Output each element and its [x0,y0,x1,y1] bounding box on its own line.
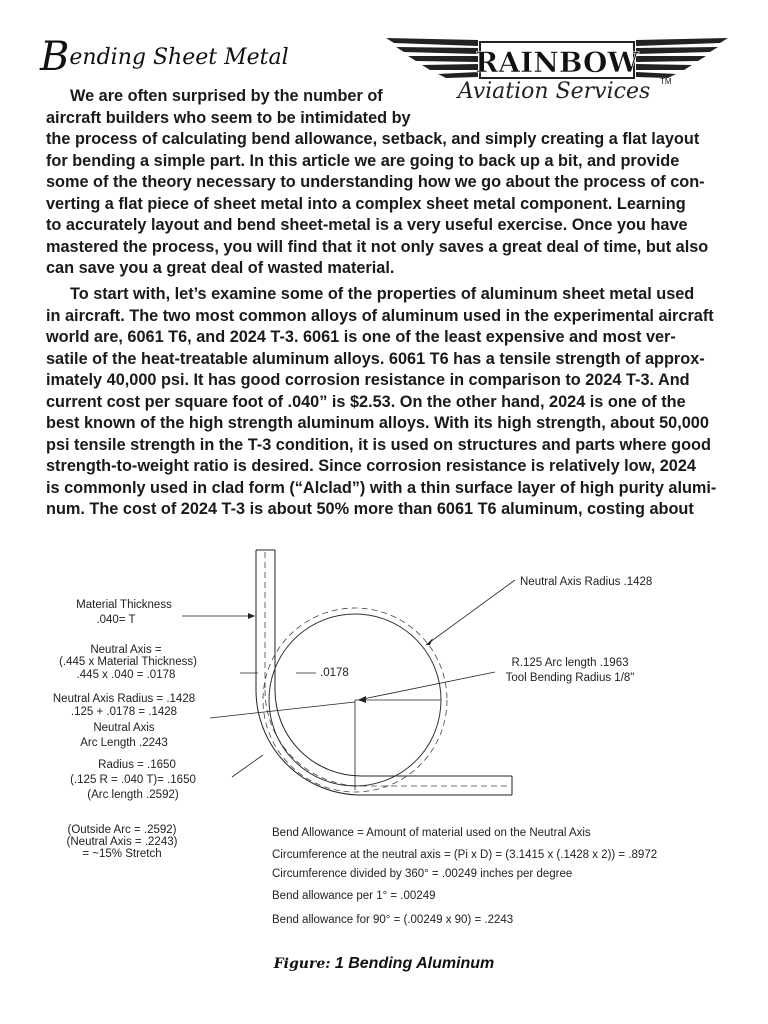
label-neutral-axis-arc: Neutral Axis [93,722,155,734]
label-neutral-axis-radius-formula: .125 + .0178 = .1428 [70,706,178,718]
title-rest: ending Sheet Metal [69,45,289,70]
text-line: for bending a simple part. In this article we are going to back up a bit, and provide [46,151,680,170]
text-line: to accurately layout and bend sheet-metal is a very useful exercise. Once you have [46,216,688,234]
text-line: in aircraft. The two most common alloys of aluminum used in the experimental aircraft [46,306,714,325]
bend-diagram [0,540,768,940]
text-line: best known of the high strength aluminum alloys. With its high strength, about 50,000 [46,414,709,432]
figure-text: Bending Aluminum [348,955,495,972]
label-radius-arc: (Arc length .2592) [87,789,179,801]
formula-per-degree: Circumference divided by 360° = .00249 inches per degree [272,868,573,880]
logo-trademark: TM [660,77,672,86]
formula-per-1deg: Bend allowance per 1° = .00249 [272,890,436,902]
label-radius-formula: (.125 R = .040 T)= .1650 [70,774,196,786]
label-material-thickness-value: .040= T [96,614,136,626]
text-line: To start with, let’s examine some of the properties of aluminum sheet metal used [70,285,695,303]
label-neutral-axis-formula: (.445 x Material Thickness) [59,656,197,668]
text-line: mastered the process, you will find that it not only saves a great deal of time, but also [46,237,709,256]
formula-circumference: Circumference at the neutral axis = (Pi x D) = (3.1415 x (.1428 x 2)) = .8972 [272,849,658,861]
text-line: psi tensile strength in the T-3 condition, it is used on structures and parts where good [46,435,711,454]
figure-label: Figure: [273,956,331,972]
text-line: We are often surprised by the number of [70,87,383,105]
label-neutral-axis-radius: Neutral Axis Radius = .1428 [52,693,196,705]
label-material-thickness: Material Thickness [76,599,172,611]
sheet-metal-part [256,550,512,795]
label-neutral-axis-value: .445 x .040 = .0178 [76,669,176,681]
text-line: strength-to-weight ratio is desired. Since corrosion resistance is relatively low, 2024 [46,457,696,475]
label-offset: .0178 [320,667,349,679]
text-line: current cost per square foot of .040” is $2.53. On the other hand, 2024 is one of the [46,392,686,411]
right-wing-icon [636,38,728,78]
leader-lines [182,580,515,790]
text-line: satile of the heat-treatable aluminum alloys. 6061 T6 has a tensile strength of approx- [46,349,705,368]
text-line: some of the theory necessary to understanding how we go about the process of con- [46,173,705,191]
text-line: imately 40,000 psi. It has good corrosion resistance in comparison to 2024 T-3. And [46,371,690,389]
title-initial: B [40,34,70,80]
text-line: the process of calculating bend allowance, setback, and simply creating a flat layout [46,130,700,148]
label-tool-radius: Tool Bending Radius 1/8" [505,672,635,684]
label-tool-arc: R.125 Arc length .1963 [511,657,629,669]
neutral-axis-lines [265,552,510,786]
label-radius: Radius = .1650 [98,759,176,771]
paragraph-intro [46,86,726,280]
figure-number: 1 [334,955,344,972]
arrow-heads [248,613,433,703]
article-title [40,34,289,80]
label-neutral-axis-radius-top: Neutral Axis Radius .1428 [520,576,653,588]
text-line: can save you a great deal of wasted material. [46,259,395,277]
formula-per-90deg: Bend allowance for 90° = (.00249 x 90) = .2243 [272,914,514,926]
text-line: world are, 6061 T6, and 2024 T-3. 6061 is one of the least expensive and most ver- [46,328,676,346]
figure-caption [0,955,768,973]
label-outside-arc: (Outside Arc = .2592) [67,824,177,836]
label-neutral-axis-arc-length: Arc Length .2243 [80,737,168,749]
left-wing-icon [386,38,478,78]
logo-brand: RAINBOW [475,46,639,79]
paragraph-properties [46,284,726,521]
label-neutral-axis: Neutral Axis = [90,644,162,656]
text-line: num. The cost of 2024 T-3 is about 50% more than 6061 T6 aluminum, costing about [46,500,694,518]
logo-subtitle: Aviation Services [457,79,651,104]
formula-bend-allowance: Bend Allowance = Amount of material used on the Neutral Axis [272,827,591,839]
text-line: is commonly used in clad form (“Alclad”) with a thin surface layer of high purity alumi- [46,478,717,497]
label-stretch: = ~15% Stretch [82,848,162,860]
text-line: aircraft builders who seem to be intimidated by [46,108,411,127]
label-neutral-arc: (Neutral Axis = .2243) [66,836,178,848]
text-line: verting a flat piece of sheet metal into a complex sheet metal component. Learning [46,194,686,213]
